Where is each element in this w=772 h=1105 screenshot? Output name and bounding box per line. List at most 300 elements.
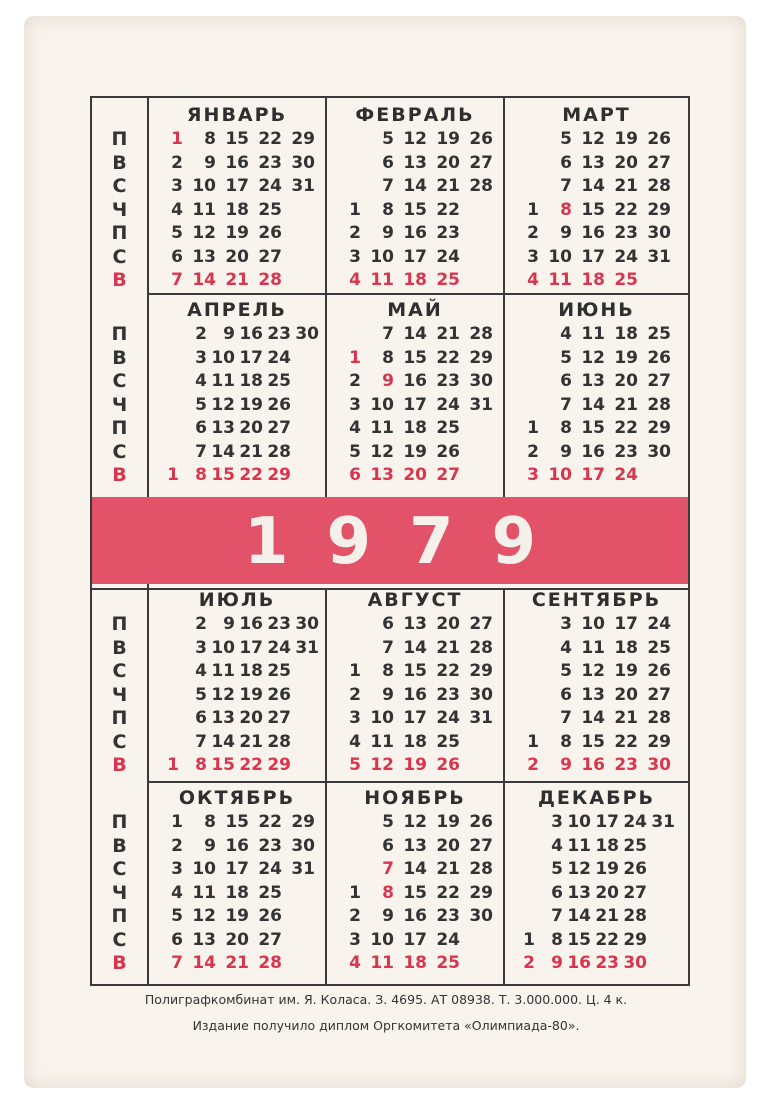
weekday-column xyxy=(92,613,149,781)
day-cell: 24 xyxy=(614,465,638,485)
day-cell: 27 xyxy=(647,684,671,705)
day-cell: 13 xyxy=(581,152,605,173)
day-cell: 31 xyxy=(291,176,315,196)
day-cell: 21 xyxy=(595,906,619,926)
day-cell: 16 xyxy=(225,152,249,173)
day-cell: 8 xyxy=(560,199,572,220)
day-cell: 7 xyxy=(551,906,563,926)
day-cell: 22 xyxy=(436,347,460,368)
day-cell: 12 xyxy=(192,906,216,926)
day-cell: 4 xyxy=(349,731,361,752)
day-cell: 8 xyxy=(560,418,572,438)
day-cell: 12 xyxy=(403,129,427,149)
day-cell: 4 xyxy=(349,418,361,438)
day-cell: 19 xyxy=(614,661,638,681)
day-cell: 26 xyxy=(647,347,671,368)
day-cell: 15 xyxy=(403,661,427,681)
day-cell: 25 xyxy=(647,324,671,344)
day-cell: 11 xyxy=(567,835,591,856)
weekday-label: В xyxy=(112,464,127,486)
month-7 xyxy=(149,585,325,779)
day-cell: 15 xyxy=(581,418,605,438)
day-cell: 17 xyxy=(581,246,605,267)
month-11 xyxy=(327,783,503,982)
day-cell: 11 xyxy=(370,731,394,752)
day-cell: 1 xyxy=(527,199,539,220)
day-cell: 16 xyxy=(403,684,427,705)
weekday-label: С xyxy=(112,928,127,951)
day-cell: 2 xyxy=(171,835,183,856)
day-cell: 26 xyxy=(267,684,291,705)
day-cell: 16 xyxy=(581,755,605,775)
weekday-label: В xyxy=(112,834,127,857)
day-cell: 19 xyxy=(239,684,263,705)
day-cell: 4 xyxy=(195,371,207,391)
day-cell: 5 xyxy=(195,394,207,415)
day-cell: 29 xyxy=(267,755,291,775)
day-cell: 10 xyxy=(370,708,394,728)
day-cell: 27 xyxy=(267,418,291,438)
day-cell: 15 xyxy=(403,199,427,220)
day-cell: 10 xyxy=(211,347,235,368)
day-cell: 18 xyxy=(614,637,638,658)
day-cell: 20 xyxy=(403,465,427,485)
day-cell: 18 xyxy=(225,199,249,220)
day-cell: 25 xyxy=(623,835,647,856)
day-cell: 24 xyxy=(258,859,282,879)
day-cell: 7 xyxy=(560,176,572,196)
day-cell: 2 xyxy=(349,906,361,926)
day-cell: 3 xyxy=(551,812,563,832)
day-cell: 11 xyxy=(370,270,394,290)
day-cell: 16 xyxy=(403,223,427,243)
day-cell: 16 xyxy=(403,371,427,391)
day-cell: 17 xyxy=(403,394,427,415)
day-cell: 21 xyxy=(239,441,263,462)
day-cell: 11 xyxy=(581,637,605,658)
weekday-label: П xyxy=(111,811,128,833)
day-cell: 15 xyxy=(211,465,235,485)
day-cell: 29 xyxy=(267,465,291,485)
day-cell: 5 xyxy=(382,812,394,832)
day-cell: 24 xyxy=(436,929,460,950)
day-cell: 1 xyxy=(527,418,539,438)
day-cell: 7 xyxy=(171,953,183,973)
weekday-label: П xyxy=(111,707,128,729)
day-cell: 9 xyxy=(560,441,572,462)
day-cell: 20 xyxy=(614,684,638,705)
day-cell: 6 xyxy=(382,835,394,856)
day-cell: 6 xyxy=(171,246,183,267)
day-cell: 14 xyxy=(211,441,235,462)
day-cell: 18 xyxy=(595,835,619,856)
day-cell: 24 xyxy=(647,614,671,634)
day-cell: 16 xyxy=(581,441,605,462)
day-cell: 4 xyxy=(171,199,183,220)
day-cell: 27 xyxy=(647,371,671,391)
day-cell: 3 xyxy=(527,246,539,267)
day-cell: 12 xyxy=(581,347,605,368)
day-cell: 18 xyxy=(403,731,427,752)
day-cell: 13 xyxy=(192,246,216,267)
day-cell: 28 xyxy=(267,441,291,462)
day-cell: 8 xyxy=(382,882,394,903)
day-cell: 20 xyxy=(436,152,460,173)
day-cell: 30 xyxy=(295,324,319,344)
day-cell: 1 xyxy=(167,755,179,775)
day-cell: 31 xyxy=(291,859,315,879)
day-cell: 27 xyxy=(469,835,493,856)
day-cell: 13 xyxy=(211,708,235,728)
day-cell: 18 xyxy=(403,418,427,438)
day-cell: 28 xyxy=(258,270,282,290)
day-cell: 23 xyxy=(436,684,460,705)
day-cell: 28 xyxy=(258,953,282,973)
day-cell: 5 xyxy=(560,129,572,149)
day-cell: 20 xyxy=(225,246,249,267)
weekday-label: В xyxy=(112,754,127,776)
day-cell: 10 xyxy=(211,637,235,658)
day-cell: 24 xyxy=(258,176,282,196)
day-cell: 11 xyxy=(370,953,394,973)
day-cell: 18 xyxy=(239,661,263,681)
day-cell: 27 xyxy=(258,246,282,267)
day-cell: 22 xyxy=(258,129,282,149)
day-cell: 22 xyxy=(436,882,460,903)
day-cell: 2 xyxy=(527,223,539,243)
day-cell: 3 xyxy=(349,708,361,728)
day-cell: 25 xyxy=(436,418,460,438)
day-cell: 16 xyxy=(403,906,427,926)
day-cell: 21 xyxy=(436,637,460,658)
day-cell: 26 xyxy=(436,755,460,775)
day-cell: 30 xyxy=(469,684,493,705)
day-cell: 17 xyxy=(403,708,427,728)
day-cell: 11 xyxy=(370,418,394,438)
day-cell: 10 xyxy=(567,812,591,832)
day-cell: 23 xyxy=(258,152,282,173)
day-cell: 25 xyxy=(436,270,460,290)
day-cell: 5 xyxy=(560,661,572,681)
day-cell: 26 xyxy=(258,906,282,926)
day-cell: 13 xyxy=(403,835,427,856)
day-cell: 14 xyxy=(567,906,591,926)
day-cell: 30 xyxy=(291,835,315,856)
weekday-label: П xyxy=(111,613,128,635)
day-cell: 12 xyxy=(403,812,427,832)
weekday-label: С xyxy=(112,858,127,880)
day-cell: 17 xyxy=(239,347,263,368)
day-cell: 1 xyxy=(349,882,361,903)
day-cell: 4 xyxy=(349,953,361,973)
day-cell: 5 xyxy=(171,906,183,926)
day-cell: 4 xyxy=(349,270,361,290)
day-cell: 17 xyxy=(581,465,605,485)
month-name: ИЮНЬ xyxy=(558,299,635,321)
day-cell: 11 xyxy=(192,882,216,903)
day-cell: 25 xyxy=(267,661,291,681)
day-cell: 21 xyxy=(436,324,460,344)
day-cell: 26 xyxy=(267,394,291,415)
day-cell: 1 xyxy=(167,465,179,485)
day-cell: 21 xyxy=(614,176,638,196)
day-cell: 18 xyxy=(403,270,427,290)
day-cell: 30 xyxy=(469,371,493,391)
day-cell: 7 xyxy=(382,176,394,196)
month-name: ДЕКАБРЬ xyxy=(537,787,656,809)
month-name: СЕНТЯБРЬ xyxy=(531,589,662,611)
day-cell: 28 xyxy=(469,176,493,196)
day-cell: 31 xyxy=(651,812,675,832)
weekday-label: Ч xyxy=(111,198,128,221)
day-cell: 23 xyxy=(436,371,460,391)
day-cell: 29 xyxy=(469,347,493,368)
day-cell: 30 xyxy=(469,906,493,926)
day-cell: 4 xyxy=(195,661,207,681)
weekday-label: П xyxy=(111,222,128,244)
weekday-label: П xyxy=(111,128,128,150)
day-cell: 26 xyxy=(647,129,671,149)
day-cell: 3 xyxy=(171,176,183,196)
day-cell: 27 xyxy=(436,465,460,485)
day-cell: 10 xyxy=(548,246,572,267)
day-cell: 21 xyxy=(436,859,460,879)
day-cell: 23 xyxy=(614,441,638,462)
weekday-label: С xyxy=(112,175,127,197)
day-cell: 1 xyxy=(171,812,183,832)
day-cell: 2 xyxy=(527,755,539,775)
day-cell: 14 xyxy=(211,731,235,752)
day-cell: 13 xyxy=(192,929,216,950)
day-cell: 18 xyxy=(581,270,605,290)
day-cell: 2 xyxy=(349,684,361,705)
day-cell: 5 xyxy=(195,684,207,705)
weekday-label: С xyxy=(112,440,127,463)
day-cell: 11 xyxy=(548,270,572,290)
day-cell: 20 xyxy=(614,371,638,391)
day-cell: 30 xyxy=(647,223,671,243)
day-cell: 23 xyxy=(595,953,619,973)
day-cell: 27 xyxy=(623,882,647,903)
month-name: ФЕВРАЛЬ xyxy=(355,104,475,126)
weekday-label: Ч xyxy=(111,683,128,706)
day-cell: 13 xyxy=(581,371,605,391)
day-cell: 5 xyxy=(551,859,563,879)
day-cell: 15 xyxy=(225,129,249,149)
day-cell: 19 xyxy=(403,755,427,775)
day-cell: 20 xyxy=(239,708,263,728)
day-cell: 8 xyxy=(382,661,394,681)
weekday-label: В xyxy=(112,151,127,174)
day-cell: 20 xyxy=(239,418,263,438)
day-cell: 31 xyxy=(295,637,319,658)
day-cell: 12 xyxy=(211,394,235,415)
day-cell: 23 xyxy=(267,324,291,344)
day-cell: 9 xyxy=(204,152,216,173)
day-cell: 29 xyxy=(647,199,671,220)
day-cell: 18 xyxy=(225,882,249,903)
day-cell: 15 xyxy=(403,882,427,903)
day-cell: 11 xyxy=(211,371,235,391)
day-cell: 27 xyxy=(469,614,493,634)
day-cell: 21 xyxy=(225,270,249,290)
day-cell: 12 xyxy=(370,441,394,462)
day-cell: 22 xyxy=(239,755,263,775)
day-cell: 8 xyxy=(195,755,207,775)
day-cell: 9 xyxy=(560,755,572,775)
day-cell: 6 xyxy=(560,684,572,705)
day-cell: 28 xyxy=(469,324,493,344)
day-cell: 16 xyxy=(581,223,605,243)
day-cell: 28 xyxy=(623,906,647,926)
day-cell: 12 xyxy=(192,223,216,243)
day-cell: 26 xyxy=(469,129,493,149)
day-cell: 29 xyxy=(469,661,493,681)
day-cell: 28 xyxy=(267,731,291,752)
day-cell: 31 xyxy=(647,246,671,267)
day-cell: 17 xyxy=(225,176,249,196)
day-cell: 4 xyxy=(551,835,563,856)
day-cell: 13 xyxy=(403,614,427,634)
month-9 xyxy=(505,585,688,779)
day-cell: 6 xyxy=(560,152,572,173)
day-cell: 10 xyxy=(370,929,394,950)
day-cell: 25 xyxy=(258,882,282,903)
day-cell: 8 xyxy=(560,731,572,752)
day-cell: 26 xyxy=(258,223,282,243)
day-cell: 27 xyxy=(267,708,291,728)
day-cell: 15 xyxy=(211,755,235,775)
day-cell: 30 xyxy=(647,755,671,775)
day-cell: 28 xyxy=(469,859,493,879)
day-cell: 5 xyxy=(382,129,394,149)
day-cell: 2 xyxy=(349,371,361,391)
footer-line-2: Издание получило диплом Оргкомитета «Олимпиада-80». xyxy=(192,1018,580,1033)
weekday-column xyxy=(92,811,149,984)
month-name: ОКТЯБРЬ xyxy=(178,787,296,809)
month-name: АПРЕЛЬ xyxy=(187,299,287,321)
day-cell: 26 xyxy=(623,859,647,879)
day-cell: 3 xyxy=(349,929,361,950)
day-cell: 27 xyxy=(469,152,493,173)
day-cell: 12 xyxy=(581,661,605,681)
day-cell: 1 xyxy=(349,199,361,220)
day-cell: 26 xyxy=(436,441,460,462)
day-cell: 29 xyxy=(469,882,493,903)
day-cell: 5 xyxy=(560,347,572,368)
day-cell: 8 xyxy=(204,129,216,149)
day-cell: 9 xyxy=(382,906,394,926)
day-cell: 16 xyxy=(239,614,263,634)
weekday-label: В xyxy=(112,346,127,369)
day-cell: 24 xyxy=(436,394,460,415)
day-cell: 17 xyxy=(403,929,427,950)
weekday-label: В xyxy=(112,269,127,291)
day-cell: 8 xyxy=(195,465,207,485)
day-cell: 14 xyxy=(581,394,605,415)
month-12 xyxy=(505,783,688,982)
day-cell: 1 xyxy=(171,129,183,149)
day-cell: 9 xyxy=(223,324,235,344)
day-cell: 7 xyxy=(382,324,394,344)
month-name: АВГУСТ xyxy=(367,589,463,611)
weekday-label: В xyxy=(112,636,127,659)
day-cell: 4 xyxy=(560,637,572,658)
day-cell: 3 xyxy=(195,637,207,658)
footer-line-1: Полиграфкомбинат им. Я. Коласа. З. 4695. АТ 08938. Т. 3.000.000. Ц. 4 к. xyxy=(144,992,628,1007)
day-cell: 31 xyxy=(469,394,493,415)
day-cell: 9 xyxy=(382,684,394,705)
day-cell: 28 xyxy=(469,637,493,658)
month-4 xyxy=(149,295,325,499)
day-cell: 25 xyxy=(267,371,291,391)
day-cell: 6 xyxy=(551,882,563,903)
day-cell: 19 xyxy=(614,347,638,368)
day-cell: 1 xyxy=(349,347,361,368)
day-cell: 20 xyxy=(436,835,460,856)
day-cell: 19 xyxy=(239,394,263,415)
day-cell: 11 xyxy=(581,324,605,344)
day-cell: 6 xyxy=(195,418,207,438)
weekday-label: П xyxy=(111,905,128,927)
weekday-label: В xyxy=(112,952,127,974)
day-cell: 17 xyxy=(239,637,263,658)
day-cell: 14 xyxy=(581,708,605,728)
day-cell: 19 xyxy=(595,859,619,879)
day-cell: 29 xyxy=(291,812,315,832)
day-cell: 7 xyxy=(195,731,207,752)
day-cell: 13 xyxy=(403,152,427,173)
month-5 xyxy=(327,295,503,499)
day-cell: 30 xyxy=(647,441,671,462)
day-cell: 7 xyxy=(382,637,394,658)
day-cell: 13 xyxy=(370,465,394,485)
day-cell: 14 xyxy=(403,324,427,344)
day-cell: 4 xyxy=(560,324,572,344)
weekday-column xyxy=(92,323,149,501)
day-cell: 24 xyxy=(614,246,638,267)
day-cell: 16 xyxy=(239,324,263,344)
day-cell: 9 xyxy=(223,614,235,634)
day-cell: 25 xyxy=(647,637,671,658)
day-cell: 24 xyxy=(623,812,647,832)
day-cell: 27 xyxy=(647,152,671,173)
day-cell: 11 xyxy=(192,199,216,220)
day-cell: 14 xyxy=(192,270,216,290)
day-cell: 20 xyxy=(614,152,638,173)
day-cell: 20 xyxy=(225,929,249,950)
day-cell: 9 xyxy=(204,835,216,856)
day-cell: 10 xyxy=(192,176,216,196)
day-cell: 22 xyxy=(614,199,638,220)
day-cell: 19 xyxy=(436,129,460,149)
day-cell: 6 xyxy=(560,371,572,391)
day-cell: 5 xyxy=(349,755,361,775)
month-name: ИЮЛЬ xyxy=(198,589,276,611)
day-cell: 22 xyxy=(436,199,460,220)
day-cell: 23 xyxy=(258,835,282,856)
month-10 xyxy=(149,783,325,982)
day-cell: 13 xyxy=(211,418,235,438)
day-cell: 10 xyxy=(548,465,572,485)
month-name: МАРТ xyxy=(562,104,631,126)
month-1 xyxy=(149,100,325,291)
day-cell: 21 xyxy=(614,708,638,728)
day-cell: 21 xyxy=(239,731,263,752)
day-cell: 15 xyxy=(225,812,249,832)
day-cell: 29 xyxy=(623,929,647,950)
day-cell: 6 xyxy=(382,614,394,634)
